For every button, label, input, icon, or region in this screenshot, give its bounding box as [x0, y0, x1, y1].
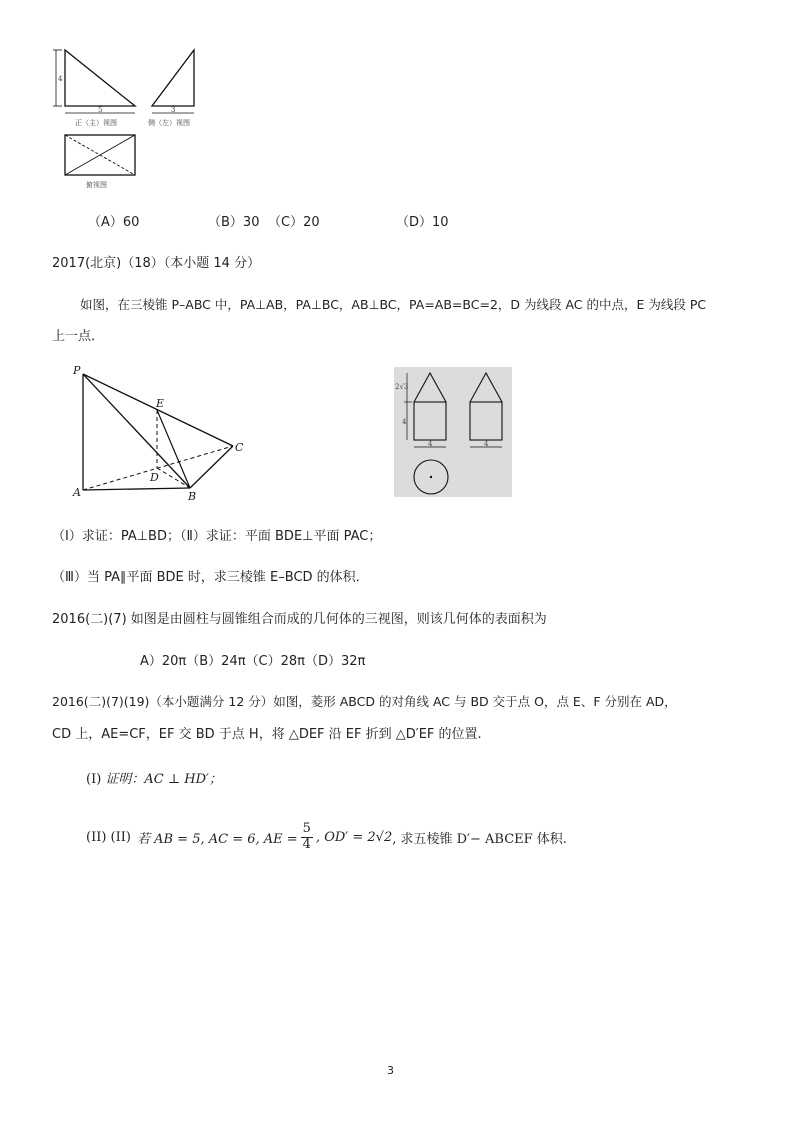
dim-h-top: 2√3: [395, 383, 409, 391]
side-view-triangle: [152, 50, 194, 106]
part1-text: 证明：AC ⊥ HD′；: [105, 772, 222, 787]
option-c: （C）20: [268, 215, 320, 230]
top-caption: 俯视图: [86, 181, 107, 189]
option-d: （D）10: [396, 215, 449, 230]
three-view-figure-top: [48, 44, 208, 192]
three-view-photo: [394, 367, 512, 497]
three-view-photo-drawing: [394, 367, 512, 497]
label-e: E: [156, 397, 165, 410]
q2016-19-part2: [86, 822, 567, 853]
front-view-triangle: [65, 50, 135, 106]
part2-prefix: 若 AB = 5, AC = 6, AE =: [136, 831, 298, 847]
q2016-7-stem: 2016(二)(7) 如图是由圆柱与圆锥组合而成的几何体的三视图，则该几何体的表面积为: [52, 612, 547, 627]
dim-w-left: 4: [428, 440, 433, 448]
front-dim-height: 4: [58, 75, 63, 83]
q2016-7-options: A）20π（B）24π（C）28π（D）32π: [140, 654, 366, 669]
fraction: [301, 822, 313, 853]
option-b: （B）30: [208, 215, 260, 230]
q2017-header: 2017(北京)（18）（本小题 14 分）: [52, 256, 261, 271]
dim-h-body: 4: [402, 418, 407, 426]
q2016-19-line2: CD 上，AE=CF，EF 交 BD 于点 H，将 △DEF 沿 EF 折到 △D′EF 的位置.: [52, 727, 482, 742]
q2017-stem-line1: 如图，在三棱锥 P–ABC 中，PA⊥AB，PA⊥BC，AB⊥BC，PA=AB=BC=2，D 为线段 AC 的中点，E 为线段 PC: [80, 297, 707, 312]
q2017-stem-line2: 上一点．: [52, 329, 105, 344]
q2017-part3: （Ⅲ）当 PA∥平面 BDE 时，求三棱锥 E–BCD 的体积．: [52, 570, 369, 585]
dim-w-right: 4: [484, 440, 489, 448]
label-c: C: [235, 441, 244, 454]
part1-label: (I): [86, 772, 102, 787]
q2016-19-line1: 2016(二)(7)(19)（本小题满分 12 分）如图，菱形 ABCD 的对角线 AC 与 BD 交于点 O，点 E、F 分别在 AD，: [52, 694, 677, 709]
fraction-numerator: 5: [302, 821, 311, 836]
side-dim-width: 3: [171, 106, 176, 114]
fraction-denominator: 4: [302, 836, 311, 852]
label-p: P: [73, 364, 81, 377]
front-caption: 正（主）视图: [75, 119, 117, 127]
front-dim-width: 5: [98, 106, 103, 114]
q2017-part1-2: （Ⅰ）求证：PA⊥BD；（Ⅱ）求证：平面 BDE⊥平面 PAC；: [52, 529, 382, 544]
label-b: B: [188, 490, 197, 503]
part2-label: (II) (II): [86, 829, 131, 845]
part2-suffix: , 求五棱锥 D′− ABCEF 体积.: [392, 831, 567, 847]
page-number: 3: [387, 1064, 394, 1077]
tetrahedron-figure: [70, 362, 255, 504]
part2-mid: , OD′ = 2√2: [315, 829, 393, 845]
side-caption: 侧（左）视图: [148, 119, 190, 127]
q2016-19-part1: [86, 768, 222, 787]
option-a: （A）60: [88, 215, 140, 230]
label-a: A: [73, 486, 81, 499]
label-d: D: [150, 471, 159, 484]
